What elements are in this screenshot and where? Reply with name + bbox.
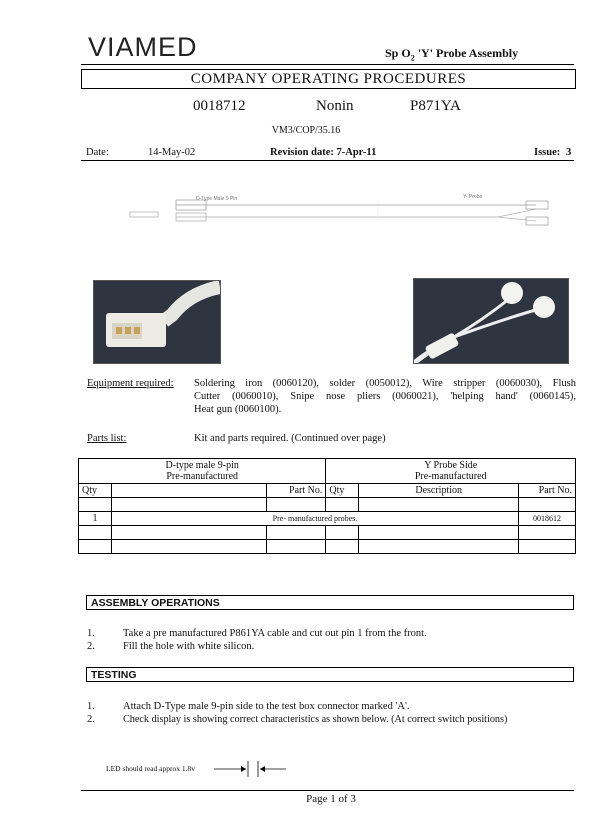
parts-table — [78, 458, 576, 554]
y-probe-photo — [413, 278, 569, 364]
table-row — [79, 540, 576, 554]
equipment-line-3: Heat gun (0060100). — [194, 404, 282, 415]
issue-value: 3 — [566, 147, 572, 158]
cable-diagram — [128, 188, 558, 228]
equipment-line-2: Cutter (0060010), Snipe nose pliers (0060021), 'helping hand' (0060145), — [194, 391, 576, 402]
table-row — [79, 526, 576, 540]
date-rule — [81, 160, 574, 161]
table-header-row — [79, 459, 576, 484]
date-label: Date: — [86, 147, 109, 158]
table-row — [79, 498, 576, 512]
col-partno: Part No. — [266, 484, 326, 498]
assembly-step-1-number: 1. — [87, 628, 95, 639]
revision-date: Revision date: 7-Apr-11 — [270, 147, 377, 158]
footer-rule — [81, 790, 574, 791]
led-note: LED should read approx 1.8v — [106, 764, 195, 773]
table-column-row — [79, 484, 576, 498]
testing-step-1-text: Attach D-Type male 9-pin side to the test box connector marked 'A'. — [123, 701, 410, 712]
subject-subscript: 2 — [410, 53, 415, 63]
diagram-left-label: D-Type Male 9 Pin — [196, 196, 238, 202]
col-partno-2: Part No. — [519, 484, 576, 498]
model-code: P871YA — [410, 98, 461, 114]
assembly-heading: ASSEMBLY OPERATIONS — [86, 595, 574, 610]
date-value: 14-May-02 — [148, 147, 196, 158]
assembly-step-2-text: Fill the hole with white silicon. — [123, 641, 255, 652]
d-type-connector-photo — [93, 280, 221, 364]
document-reference: VM3/COP/35.16 — [271, 125, 341, 136]
equipment-line-1: Soldering iron (0060120), solder (0050012), Wire stripper (0060030), Flush — [194, 378, 576, 389]
right-header-line-2: Pre-manufactured — [414, 471, 487, 482]
col-qty-2: Qty — [326, 484, 359, 498]
row-qty: 1 — [79, 512, 112, 526]
diagram-right-label: Y- Probe — [463, 194, 483, 200]
col-description: Description — [359, 484, 519, 498]
parts-list-text: Kit and parts required. (Continued over page) — [194, 433, 386, 444]
equipment-label: Equipment required: — [87, 378, 174, 389]
testing-heading: TESTING — [86, 667, 574, 682]
led-arrows — [214, 760, 288, 778]
brand-name: Nonin — [316, 98, 354, 114]
col-qty: Qty — [79, 484, 112, 498]
assembly-step-2-number: 2. — [87, 641, 95, 652]
col-blank — [111, 484, 266, 498]
page-title: COMPANY OPERATING PROCEDURES — [81, 69, 576, 89]
testing-step-1-number: 1. — [87, 701, 95, 712]
right-group-header — [326, 459, 576, 484]
issue-label: Issue: — [534, 147, 561, 158]
table-row — [79, 512, 576, 526]
part-code: 0018712 — [193, 98, 246, 114]
row-partno: 0018612 — [519, 512, 576, 526]
subject-prefix: Sp O — [385, 46, 411, 60]
assembly-step-1-text: Take a pre manufactured P861YA cable and cut out pin 1 from the front. — [123, 628, 427, 639]
left-header-line-1: D-type male 9-pin — [165, 460, 239, 471]
left-header-line-2: Pre-manufactured — [166, 471, 239, 482]
parts-list-label: Parts list: — [87, 433, 127, 444]
testing-step-2-number: 2. — [87, 714, 95, 725]
viamed-logo: VIAMED — [88, 32, 198, 62]
left-group-header — [79, 459, 326, 484]
equipment-text — [194, 377, 576, 416]
right-header-line-1: Y Probe Side — [424, 460, 478, 471]
document-subject — [385, 46, 518, 62]
row-description: Pre- manufactured probes. — [111, 512, 518, 526]
header-rule — [81, 64, 574, 65]
page-number: Page 1 of 3 — [306, 793, 356, 805]
subject-suffix: 'Y' Probe Assembly — [414, 46, 519, 60]
testing-step-2-text: Check display is showing correct characteristics as shown below. (At correct switch positions) — [123, 714, 508, 725]
